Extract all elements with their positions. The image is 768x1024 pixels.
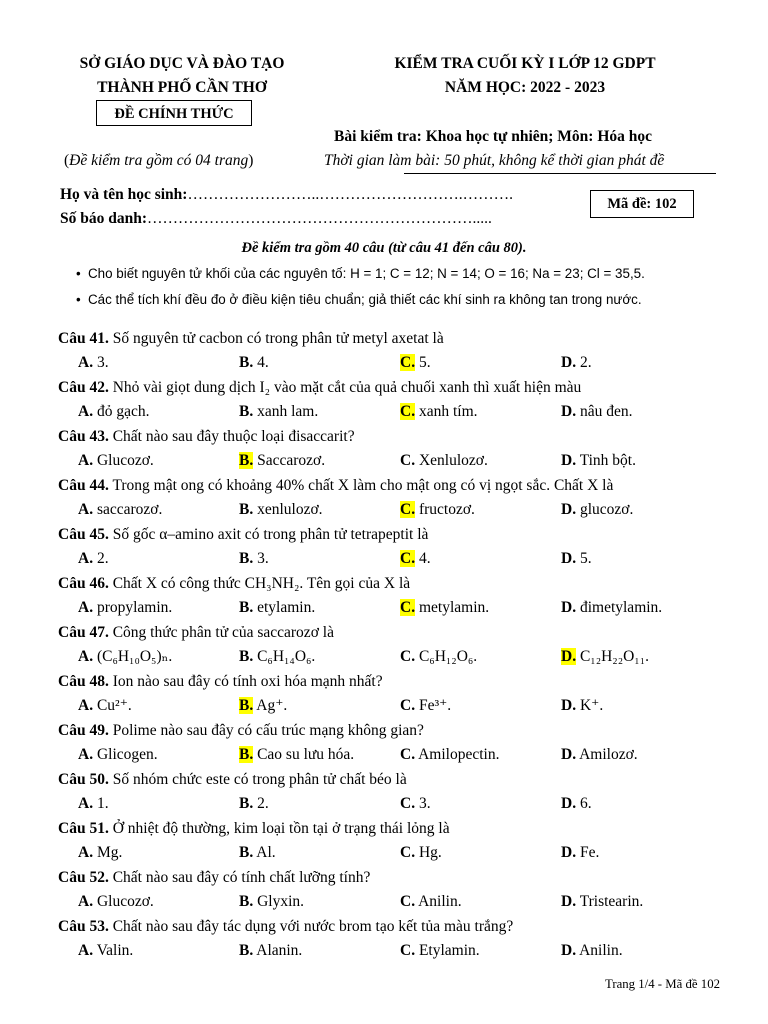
option-letter: C. xyxy=(400,746,416,763)
question-item xyxy=(58,375,738,424)
answer-option[interactable] xyxy=(239,351,269,375)
answer-option[interactable] xyxy=(400,841,442,865)
option-text: 5. xyxy=(418,354,431,371)
answer-option[interactable] xyxy=(78,939,133,963)
option-text: Anilin. xyxy=(418,893,462,910)
answer-option[interactable] xyxy=(239,645,315,669)
student-id-field[interactable] xyxy=(60,210,492,228)
question-stem xyxy=(58,375,738,400)
question-text: Chất X có công thức CH₃NH₂. Tên gọi của X là xyxy=(112,575,411,592)
option-text: Mg. xyxy=(96,844,123,861)
option-text: 4. xyxy=(418,550,431,567)
answer-option[interactable] xyxy=(239,792,269,816)
option-letter: D. xyxy=(561,403,577,420)
exam-title-line2: NĂM HỌC: 2022 - 2023 xyxy=(444,79,606,96)
answer-option[interactable] xyxy=(78,498,162,522)
answer-option[interactable] xyxy=(78,890,154,914)
option-text: Etylamin. xyxy=(418,942,480,959)
option-text: Xenlulozơ. xyxy=(418,452,488,469)
answer-option[interactable] xyxy=(78,743,158,767)
answer-option[interactable] xyxy=(239,596,315,620)
student-id-label: Số báo danh: xyxy=(60,210,148,227)
question-item xyxy=(58,571,738,620)
option-letter: A. xyxy=(78,893,94,910)
option-letter: B. xyxy=(239,844,254,861)
question-item xyxy=(58,669,738,718)
student-id-dots: ………………………………………………………..... xyxy=(147,210,492,227)
option-letter: B. xyxy=(239,648,254,665)
option-text: Glyxin. xyxy=(257,893,305,910)
option-letter: A. xyxy=(78,942,94,959)
answer-option[interactable] xyxy=(561,841,599,865)
option-text: Amilopectin. xyxy=(418,746,500,763)
option-letter: A. xyxy=(78,599,94,616)
option-letter: A. xyxy=(78,452,94,469)
answer-option[interactable] xyxy=(78,596,172,620)
option-letter: C. xyxy=(400,550,416,567)
note-text: Cho biết nguyên tử khối của các nguyên tố: H = 1; C = 12; N = 14; O = 16; Na = 23; Cl = 35,5. xyxy=(88,266,645,281)
option-letter: B. xyxy=(239,599,254,616)
answer-options xyxy=(58,449,738,473)
question-stem xyxy=(58,522,738,547)
option-text: 3. xyxy=(96,354,109,371)
question-text: Chất nào sau đây thuộc loại đisaccarit? xyxy=(112,428,355,445)
question-number: Câu 45. xyxy=(58,526,109,543)
answer-option[interactable] xyxy=(400,400,478,424)
option-letter: C. xyxy=(400,942,416,959)
answer-option[interactable] xyxy=(78,400,149,424)
answer-option[interactable] xyxy=(400,694,451,718)
answer-options xyxy=(58,547,738,571)
answer-option[interactable] xyxy=(561,743,638,767)
question-item xyxy=(58,865,738,914)
answer-option[interactable] xyxy=(239,694,287,718)
option-text: glucozơ. xyxy=(579,501,634,518)
option-letter: C. xyxy=(400,697,416,714)
option-text: 5. xyxy=(579,550,592,567)
option-text: Tristearin. xyxy=(579,893,644,910)
option-text: propylamin. xyxy=(96,599,173,616)
answer-option[interactable] xyxy=(561,351,592,375)
option-letter: B. xyxy=(239,550,254,567)
question-text: Công thức phân tử của saccarozơ là xyxy=(112,624,334,641)
department-line1: SỞ GIÁO DỤC VÀ ĐÀO TẠO xyxy=(79,55,285,72)
answer-options xyxy=(58,498,738,522)
option-text: 2. xyxy=(96,550,109,567)
option-letter: C. xyxy=(400,354,416,371)
question-number: Câu 41. xyxy=(58,330,109,347)
answer-option[interactable] xyxy=(400,449,488,473)
question-item xyxy=(58,326,738,375)
question-item xyxy=(58,718,738,767)
question-number: Câu 50. xyxy=(58,771,109,788)
answer-options xyxy=(58,400,738,424)
option-letter: D. xyxy=(561,795,577,812)
question-text: Số nguyên tử cacbon có trong phân tử metyl axetat là xyxy=(112,330,444,347)
option-text: xenlulozơ. xyxy=(257,501,323,518)
option-text: Cu²⁺. xyxy=(96,697,132,714)
time-underline xyxy=(404,173,716,174)
answer-options xyxy=(58,596,738,620)
option-text: Al. xyxy=(256,844,276,861)
answer-option[interactable] xyxy=(239,890,304,914)
answer-option[interactable] xyxy=(561,547,592,571)
answer-option[interactable] xyxy=(400,547,431,571)
question-stem xyxy=(58,767,738,792)
answer-option[interactable] xyxy=(239,498,323,522)
option-text: Ag⁺. xyxy=(256,697,288,714)
answer-options xyxy=(58,351,738,375)
option-text: Alanin. xyxy=(256,942,303,959)
option-letter: A. xyxy=(78,746,94,763)
answer-option[interactable] xyxy=(239,743,354,767)
answer-option[interactable] xyxy=(78,792,109,816)
answer-option[interactable] xyxy=(239,841,276,865)
option-text: Glucozơ. xyxy=(96,893,154,910)
answer-option[interactable] xyxy=(78,841,122,865)
note-gas-volume xyxy=(76,292,642,307)
note-text: Các thể tích khí đều đo ở điều kiện tiêu chuẩn; giả thiết các khí sinh ra không tan trong nước. xyxy=(88,292,642,307)
option-letter: A. xyxy=(78,550,94,567)
question-item xyxy=(58,424,738,473)
answer-option[interactable] xyxy=(78,547,109,571)
department-line2: THÀNH PHỐ CẦN THƠ xyxy=(97,79,267,96)
option-letter: D. xyxy=(561,452,577,469)
question-number: Câu 44. xyxy=(58,477,109,494)
option-letter: A. xyxy=(78,795,94,812)
option-letter: C. xyxy=(400,648,416,665)
option-letter: B. xyxy=(239,403,254,420)
answer-option[interactable] xyxy=(561,890,643,914)
answer-option[interactable] xyxy=(400,351,431,375)
official-label: ĐỀ CHÍNH THỨC xyxy=(96,100,252,126)
option-letter: B. xyxy=(239,354,254,371)
question-item xyxy=(58,816,738,865)
option-text: fructozơ. xyxy=(418,501,475,518)
answer-options xyxy=(58,890,738,914)
option-text: 2. xyxy=(257,795,269,812)
question-stem xyxy=(58,816,738,841)
answer-option[interactable] xyxy=(78,694,132,718)
option-letter: A. xyxy=(78,501,94,518)
option-text: C₆H₁₄O₆. xyxy=(257,648,316,665)
exam-code-box: Mã đề: 102 xyxy=(590,190,694,218)
answer-options xyxy=(58,645,738,669)
option-text: Amilozơ. xyxy=(579,746,638,763)
exam-info: Đề kiểm tra gồm 40 câu (từ câu 41 đến câu 80). xyxy=(241,240,527,256)
answer-option[interactable] xyxy=(400,939,480,963)
option-text: Tinh bột. xyxy=(579,452,636,469)
question-number: Câu 52. xyxy=(58,869,109,886)
subject-line: Bài kiểm tra: Khoa học tự nhiên; Môn: Hóa học xyxy=(334,128,653,145)
question-number: Câu 42. xyxy=(58,379,109,396)
question-stem xyxy=(58,914,738,939)
option-letter: D. xyxy=(561,697,577,714)
question-stem xyxy=(58,473,738,498)
option-letter: D. xyxy=(561,354,577,371)
exam-title-header xyxy=(340,52,710,100)
question-stem xyxy=(58,326,738,351)
option-text: xanh lam. xyxy=(257,403,319,420)
question-number: Câu 53. xyxy=(58,918,109,935)
option-letter: A. xyxy=(78,697,94,714)
question-stem xyxy=(58,620,738,645)
student-name-dots: ……………………..……………………….………. xyxy=(187,186,513,203)
question-item xyxy=(58,914,738,963)
option-text: Anilin. xyxy=(579,942,623,959)
option-letter: B. xyxy=(239,746,254,763)
answer-option[interactable] xyxy=(400,792,431,816)
option-text: etylamin. xyxy=(257,599,316,616)
option-letter: C. xyxy=(400,844,416,861)
option-letter: D. xyxy=(561,844,577,861)
option-text: Glicogen. xyxy=(96,746,158,763)
answer-options xyxy=(58,939,738,963)
answer-option[interactable] xyxy=(239,939,302,963)
question-stem xyxy=(58,571,738,596)
paren-open: ( xyxy=(64,152,70,169)
answer-options xyxy=(58,841,738,865)
answer-option[interactable] xyxy=(561,792,592,816)
answer-option[interactable] xyxy=(78,351,109,375)
option-letter: C. xyxy=(400,893,416,910)
answer-option[interactable] xyxy=(78,449,154,473)
pages-note xyxy=(64,152,253,170)
paren-close: ) xyxy=(248,152,254,169)
option-letter: B. xyxy=(239,697,254,714)
option-letter: B. xyxy=(239,893,254,910)
answer-option[interactable] xyxy=(561,449,636,473)
pages-note-text: Đề kiểm tra gồm có 04 trang xyxy=(69,152,249,169)
answer-options xyxy=(58,743,738,767)
option-letter: D. xyxy=(561,893,577,910)
question-list xyxy=(58,326,738,963)
question-number: Câu 43. xyxy=(58,428,109,445)
option-text: C₁₂H₂₂O₁₁. xyxy=(579,648,649,665)
answer-option[interactable] xyxy=(400,743,499,767)
student-name-field[interactable] xyxy=(60,186,513,204)
bullet-icon: • xyxy=(76,292,81,307)
question-stem xyxy=(58,669,738,694)
answer-option[interactable] xyxy=(400,645,477,669)
answer-option[interactable] xyxy=(561,645,649,669)
option-text: C₆H₁₂O₆. xyxy=(418,648,478,665)
option-letter: C. xyxy=(400,599,416,616)
option-text: Cao su lưu hóa. xyxy=(257,746,355,763)
note-atomic-mass xyxy=(76,266,645,281)
question-text: Nhỏ vài giọt dung dịch I₂ vào mặt cắt của quả chuối xanh thì xuất hiện màu xyxy=(112,379,582,396)
page-footer: Trang 1/4 - Mã đề 102 xyxy=(604,977,720,991)
option-letter: C. xyxy=(400,403,416,420)
option-letter: A. xyxy=(78,403,94,420)
option-text: Hg. xyxy=(418,844,442,861)
question-item xyxy=(58,767,738,816)
option-letter: B. xyxy=(239,452,254,469)
question-text: Ở nhiệt độ thường, kim loại tồn tại ở trạng thái lỏng là xyxy=(112,820,450,837)
answer-option[interactable] xyxy=(400,498,475,522)
bullet-icon: • xyxy=(76,266,81,281)
option-letter: D. xyxy=(561,599,577,616)
time-note: Thời gian làm bài: 50 phút, không kể thời gian phát đề xyxy=(324,152,665,169)
option-text: K⁺. xyxy=(579,697,604,714)
option-text: nâu đen. xyxy=(579,403,633,420)
option-text: 2. xyxy=(579,354,592,371)
answer-option[interactable] xyxy=(400,596,489,620)
option-text: 6. xyxy=(579,795,592,812)
option-text: Valin. xyxy=(96,942,134,959)
option-letter: B. xyxy=(239,501,254,518)
option-text: xanh tím. xyxy=(418,403,478,420)
answer-option[interactable] xyxy=(239,547,269,571)
answer-option[interactable] xyxy=(239,449,325,473)
answer-option[interactable] xyxy=(400,890,462,914)
student-name-label: Họ và tên học sinh: xyxy=(60,186,188,203)
question-number: Câu 46. xyxy=(58,575,109,592)
option-text: Glucozơ. xyxy=(96,452,154,469)
question-text: Polime nào sau đây có cấu trúc mạng không gian? xyxy=(112,722,424,739)
answer-option[interactable] xyxy=(561,498,633,522)
question-number: Câu 47. xyxy=(58,624,109,641)
answer-options xyxy=(58,792,738,816)
question-number: Câu 49. xyxy=(58,722,109,739)
question-stem xyxy=(58,424,738,449)
question-stem xyxy=(58,865,738,890)
answer-option[interactable] xyxy=(561,596,662,620)
option-letter: D. xyxy=(561,942,577,959)
option-text: 3. xyxy=(418,795,431,812)
option-text: 1. xyxy=(96,795,109,812)
option-text: metylamin. xyxy=(418,599,490,616)
option-letter: C. xyxy=(400,452,416,469)
option-text: 3. xyxy=(257,550,269,567)
question-stem xyxy=(58,718,738,743)
question-number: Câu 48. xyxy=(58,673,109,690)
option-letter: C. xyxy=(400,795,416,812)
option-letter: D. xyxy=(561,550,577,567)
option-text: saccarozơ. xyxy=(96,501,163,518)
option-letter: D. xyxy=(561,501,577,518)
answer-options xyxy=(58,694,738,718)
option-letter: D. xyxy=(561,648,577,665)
option-text: Fe³⁺. xyxy=(418,697,452,714)
option-letter: D. xyxy=(561,746,577,763)
question-text: Ion nào sau đây có tính oxi hóa mạnh nhất? xyxy=(112,673,383,690)
question-item xyxy=(58,473,738,522)
option-text: Fe. xyxy=(579,844,600,861)
answer-option[interactable] xyxy=(561,939,623,963)
question-text: Chất nào sau đây có tính chất lưỡng tính? xyxy=(112,869,371,886)
question-item xyxy=(58,620,738,669)
question-text: Số gốc α–amino axit có trong phân tử tetrapeptit là xyxy=(112,526,429,543)
answer-option[interactable] xyxy=(239,400,318,424)
option-letter: A. xyxy=(78,354,94,371)
answer-option[interactable] xyxy=(561,400,632,424)
answer-option[interactable] xyxy=(78,645,172,669)
question-text: Trong mật ong có khoảng 40% chất X làm cho mật ong có vị ngọt sắc. Chất X là xyxy=(112,477,614,494)
option-text: đỏ gạch. xyxy=(96,403,150,420)
option-text: Saccarozơ. xyxy=(257,452,326,469)
option-letter: B. xyxy=(239,795,254,812)
question-text: Số nhóm chức este có trong phân tử chất béo là xyxy=(112,771,407,788)
question-item xyxy=(58,522,738,571)
department-header xyxy=(44,52,320,100)
option-text: 4. xyxy=(257,354,269,371)
option-text: đimetylamin. xyxy=(579,599,663,616)
question-number: Câu 51. xyxy=(58,820,109,837)
option-letter: A. xyxy=(78,648,94,665)
option-text: (C₆H₁₀O₅)ₙ. xyxy=(96,648,173,665)
question-text: Chất nào sau đây tác dụng với nước brom tạo kết tủa màu trắng? xyxy=(112,918,514,935)
answer-option[interactable] xyxy=(561,694,603,718)
exam-title-line1: KIỂM TRA CUỐI KỲ I LỚP 12 GDPT xyxy=(394,55,656,72)
option-letter: C. xyxy=(400,501,416,518)
option-letter: A. xyxy=(78,844,94,861)
option-letter: B. xyxy=(239,942,254,959)
